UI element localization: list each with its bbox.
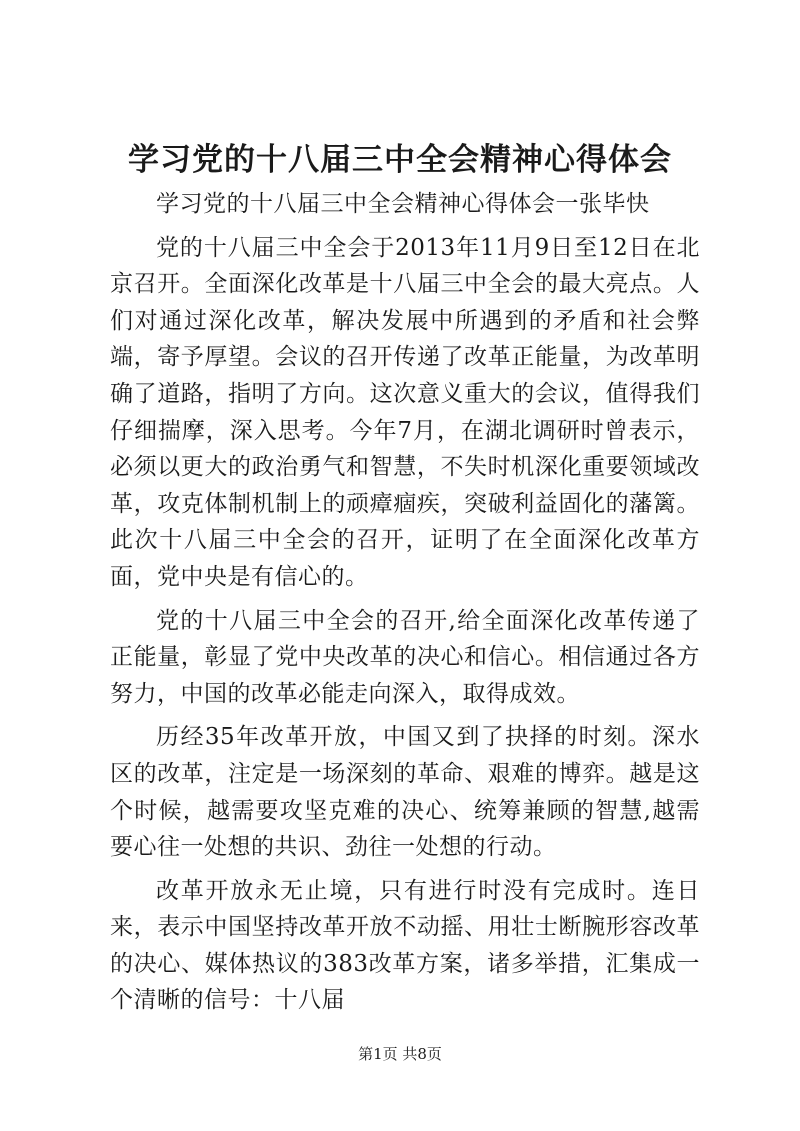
- document-title: 学习党的十八届三中全会精神心得体会: [128, 142, 672, 178]
- paragraph-4: 改革开放永无止境，只有进行时没有完成时。连日来，表示中国坚持改革开放不动摇、用壮士断腕形容改革的决心、媒体热议的383改革方案，诸多举措，汇集成一个清晰的信号：十八届: [110, 877, 700, 1014]
- paragraph-3: 历经35年改革开放，中国又到了抉择的时刻。深水区的改革，注定是一场深刻的革命、艰难的博弈。越是这个时候，越需要攻坚克难的决心、统筹兼顾的智慧,越需要心往一处想的共识、劲往一处想的行动。: [110, 724, 700, 861]
- page-number-footer: 第1页 共8页: [358, 1045, 442, 1063]
- document-subtitle: 学习党的十八届三中全会精神心得体会一张毕快: [156, 191, 650, 217]
- document-body: [110, 186, 700, 1019]
- paragraph-1: 党的十八届三中全会于2013年11月9日至12日在北京召开。全面深化改革是十八届三中全会的最大亮点。人们对通过深化改革，解决发展中所遇到的矛盾和社会弊端，寄予厚望。会议的召开传递了改革正能量，为改革明确了道路，指明了方向。这次意义重大的会议，值得我们仔细揣摩，深入思考。今年7月，在湖北调研时曾表示，必须以更大的政治勇气和智慧，不失时机深化重要领域改革，攻克体制机制上的顽瘴痼疾，突破利益固化的藩篱。此次十八届三中全会的召开，证明了在全面深化改革方面，党中央是有信心的。: [110, 234, 700, 590]
- paragraph-2: 党的十八届三中全会的召开,给全面深化改革传递了正能量，彰显了党中央改革的决心和信心。相信通过各方努力，中国的改革必能走向深入，取得成效。: [110, 607, 700, 707]
